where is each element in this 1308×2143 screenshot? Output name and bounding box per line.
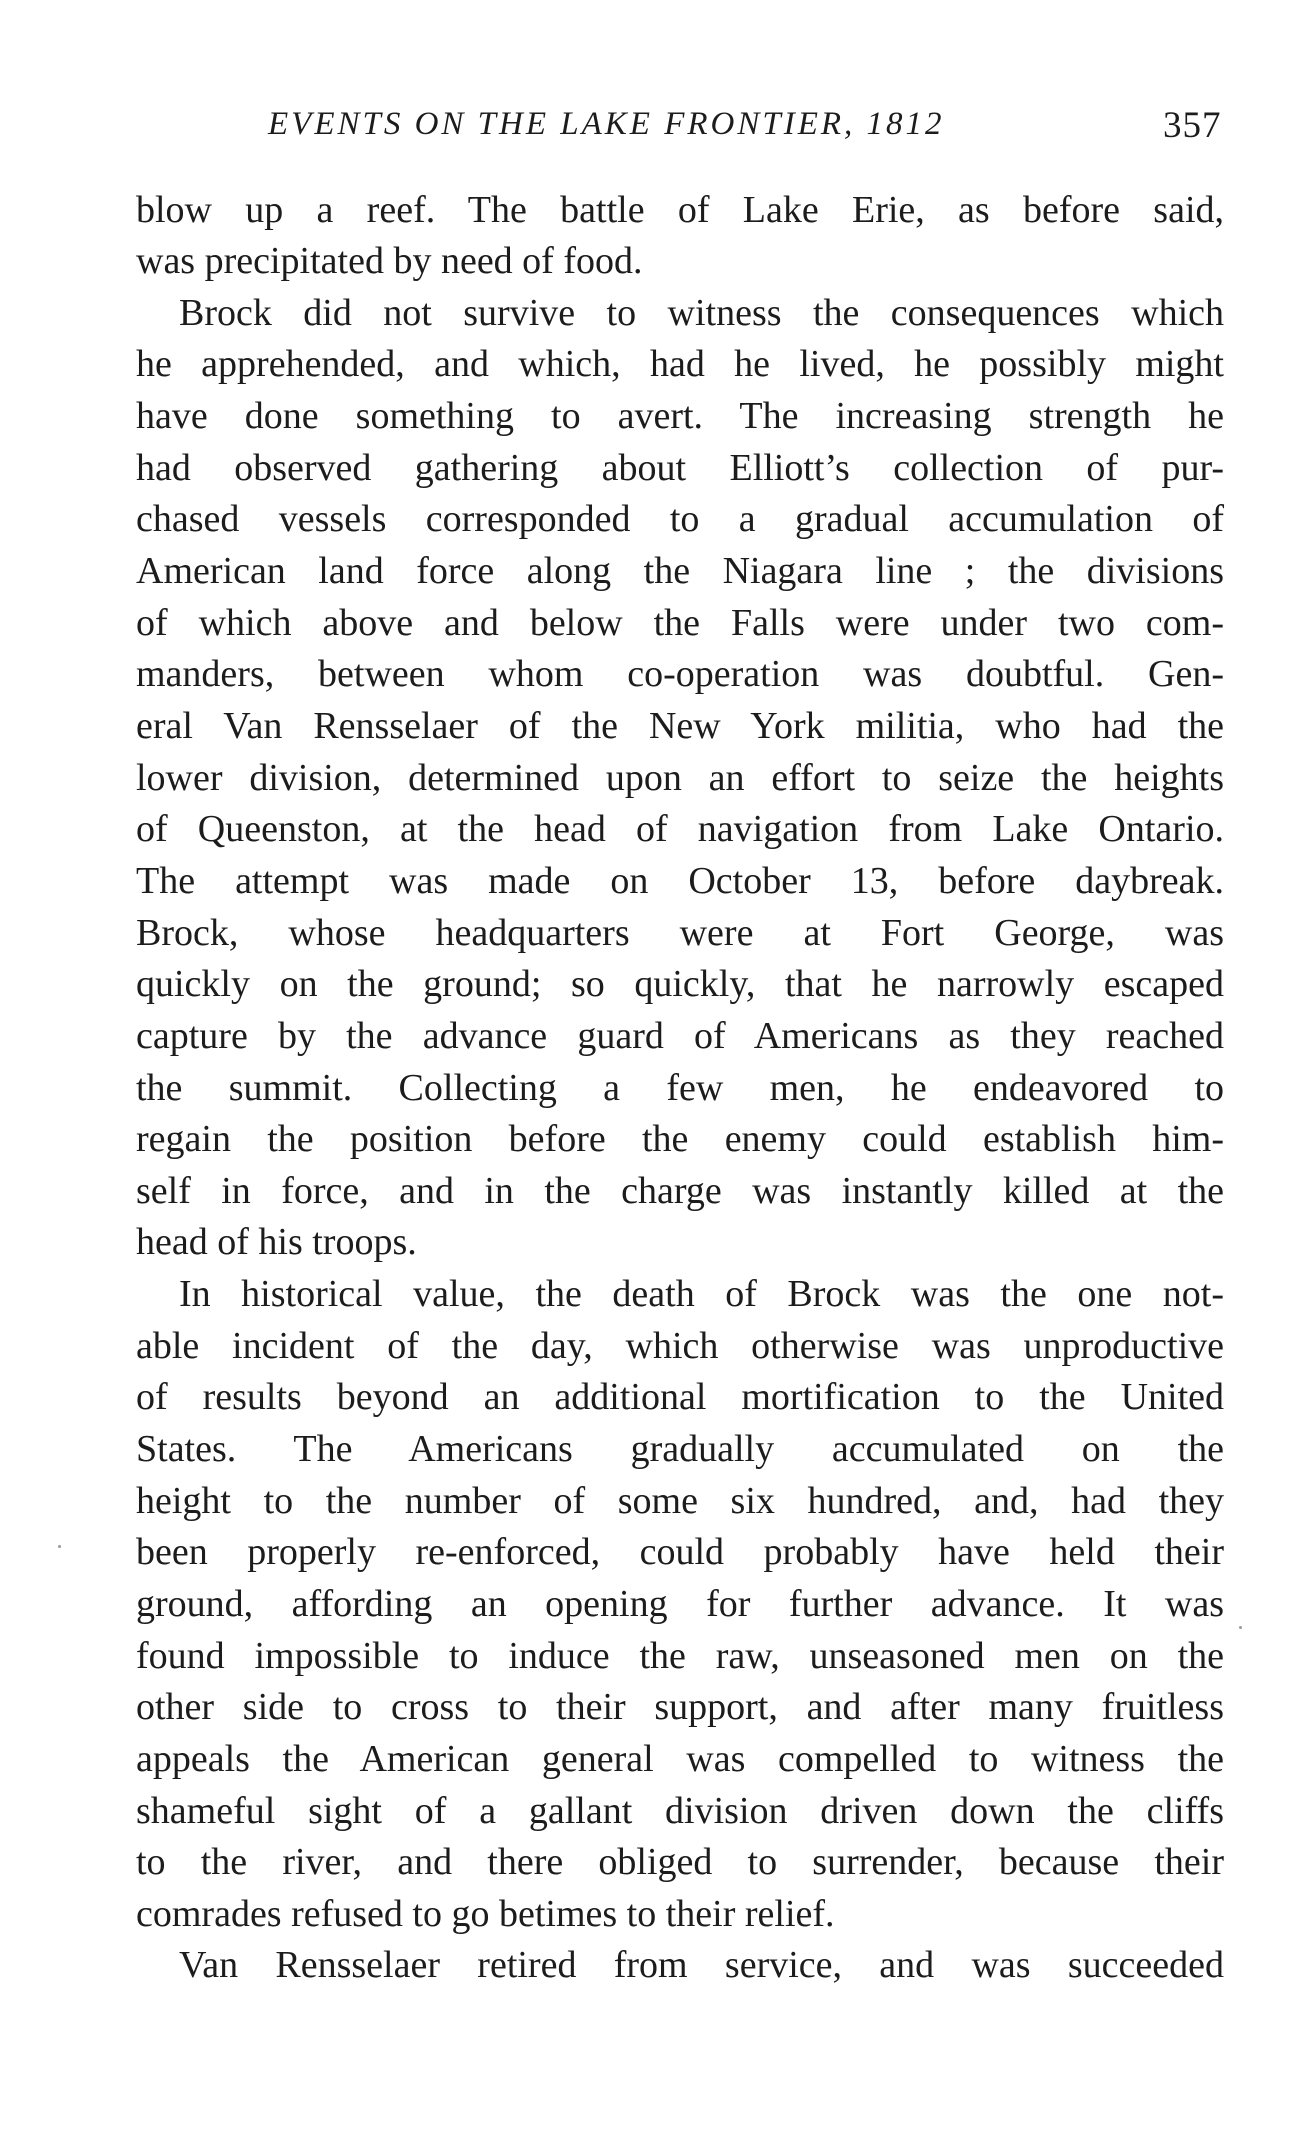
text-line: able incident of the day, which otherwise was unproductive xyxy=(136,1325,1224,1367)
page-number: 357 xyxy=(1163,105,1222,146)
text-line: the summit. Collecting a few men, he endeavored to xyxy=(136,1067,1224,1109)
text-line: regain the position before the enemy could establish him- xyxy=(136,1118,1224,1160)
text-line: self in force, and in the charge was instantly killed at the xyxy=(136,1170,1224,1212)
text-line: head of his troops. xyxy=(136,1221,417,1263)
text-line: blow up a reef. The battle of Lake Erie, as before said, xyxy=(136,189,1224,231)
text-line: ground, affording an opening for further advance. It was xyxy=(136,1583,1224,1625)
text-line: of results beyond an additional mortification to the United xyxy=(136,1376,1224,1418)
text-line: capture by the advance guard of Americans as they reached xyxy=(136,1015,1224,1057)
text-line: Van Rensselaer retired from service, and was succeeded xyxy=(179,1944,1224,1986)
text-line: have done something to avert. The increasing strength he xyxy=(136,395,1224,437)
text-line: appeals the American general was compelled to witness the xyxy=(136,1738,1224,1780)
text-line: manders, between whom co-operation was doubtful. Gen- xyxy=(136,653,1224,695)
text-line: The attempt was made on October 13, before daybreak. xyxy=(136,860,1224,902)
text-line: he apprehended, and which, had he lived, he possibly might xyxy=(136,343,1224,385)
text-line: been properly re-enforced, could probably have held their xyxy=(136,1531,1224,1573)
margin-speck xyxy=(1239,1626,1242,1629)
margin-speck xyxy=(58,1545,61,1548)
text-line: American land force along the Niagara line ; the divisions xyxy=(136,550,1224,592)
text-line: quickly on the ground; so quickly, that he narrowly escaped xyxy=(136,963,1224,1005)
text-line: Brock, whose headquarters were at Fort George, was xyxy=(136,912,1224,954)
text-line: eral Van Rensselaer of the New York militia, who had the xyxy=(136,705,1224,747)
text-line: of Queenston, at the head of navigation from Lake Ontario. xyxy=(136,808,1224,850)
text-line: to the river, and there obliged to surrender, because their xyxy=(136,1841,1224,1883)
text-line: had observed gathering about Elliott’s collection of pur- xyxy=(136,447,1224,489)
text-line: chased vessels corresponded to a gradual accumulation of xyxy=(136,498,1224,540)
running-head: EVENTS ON THE LAKE FRONTIER, 1812 xyxy=(268,106,945,142)
text-line: Brock did not survive to witness the consequences which xyxy=(179,292,1224,334)
text-line: lower division, determined upon an effort to seize the heights xyxy=(136,757,1224,799)
text-line: of which above and below the Falls were under two com- xyxy=(136,602,1224,644)
text-line: In historical value, the death of Brock was the one not- xyxy=(179,1273,1224,1315)
text-line: found impossible to induce the raw, unseasoned men on the xyxy=(136,1635,1224,1677)
text-line: other side to cross to their support, and after many fruitless xyxy=(136,1686,1224,1728)
text-line: shameful sight of a gallant division driven down the cliffs xyxy=(136,1790,1224,1832)
text-line: was precipitated by need of food. xyxy=(136,240,643,282)
text-line: height to the number of some six hundred, and, had they xyxy=(136,1480,1224,1522)
text-line: States. The Americans gradually accumulated on the xyxy=(136,1428,1224,1470)
text-line: comrades refused to go betimes to their relief. xyxy=(136,1893,835,1935)
